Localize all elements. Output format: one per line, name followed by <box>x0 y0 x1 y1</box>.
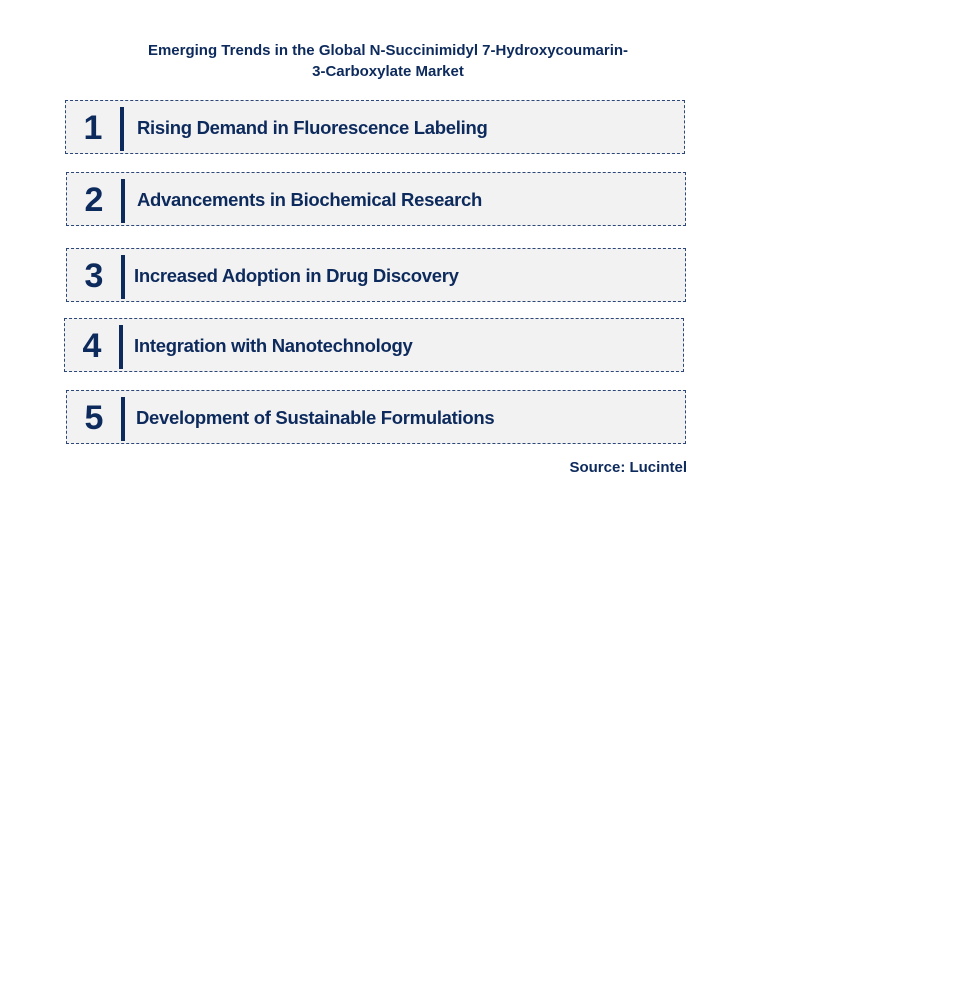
trend-divider <box>121 255 125 299</box>
source-credit: Source: Lucintel <box>569 459 687 476</box>
trend-divider <box>119 325 123 369</box>
trend-number: 1 <box>83 109 103 147</box>
diagram-title <box>118 40 658 82</box>
trend-item-2 <box>66 172 686 226</box>
trend-label: Advancements in Biochemical Research <box>137 189 482 210</box>
trend-label: Rising Demand in Fluorescence Labeling <box>137 117 488 138</box>
trend-divider <box>120 107 124 151</box>
trend-number: 3 <box>84 257 104 295</box>
trend-item-3 <box>66 248 686 302</box>
trend-item-4 <box>64 318 684 372</box>
trend-item-1 <box>65 100 685 154</box>
trend-number: 4 <box>82 327 102 365</box>
trend-divider <box>121 179 125 223</box>
trend-label: Development of Sustainable Formulations <box>136 407 495 428</box>
title-line-2: 3-Carboxylate Market <box>312 63 464 80</box>
title-line-1: Emerging Trends in the Global N-Succinimidyl 7-Hydroxycoumarin- <box>147 42 629 59</box>
trend-item-5 <box>66 390 686 444</box>
trend-label: Increased Adoption in Drug Discovery <box>134 265 459 286</box>
trend-number: 5 <box>84 399 104 437</box>
trend-label: Integration with Nanotechnology <box>134 335 413 356</box>
trend-divider <box>121 397 125 441</box>
trend-number: 2 <box>84 181 104 219</box>
